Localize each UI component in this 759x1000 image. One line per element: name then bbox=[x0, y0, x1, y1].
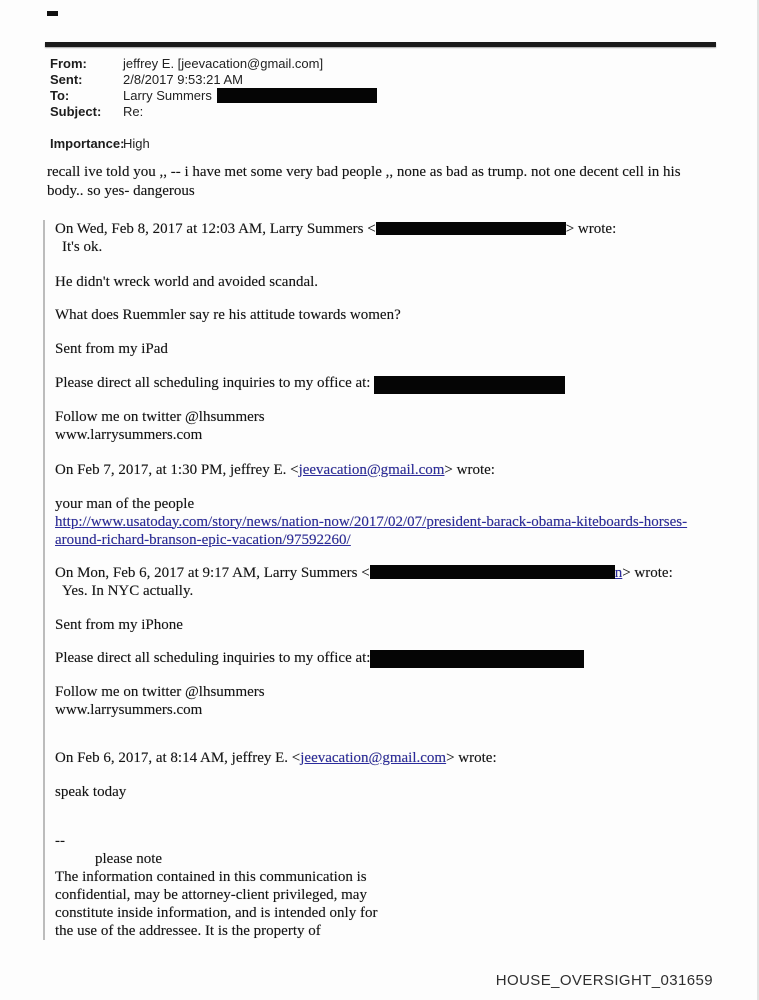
quote1-device-signature: Sent from my iPad bbox=[55, 341, 168, 357]
header-row-importance bbox=[50, 136, 377, 152]
quote3-attribution-suffix: > wrote: bbox=[622, 564, 673, 581]
header-row-sent bbox=[50, 72, 377, 88]
quote1-paragraph-2: What does Ruemmler say re his attitude towards women? bbox=[55, 307, 401, 323]
header-divider-bar bbox=[45, 42, 716, 47]
quote4-paragraph-1: speak today bbox=[55, 784, 127, 801]
to-value bbox=[123, 88, 377, 104]
importance-label: Importance: bbox=[50, 136, 125, 152]
bates-number: HOUSE_OVERSIGHT_031659 bbox=[495, 972, 713, 989]
redaction-box-to-address bbox=[217, 88, 377, 103]
quote1-attribution-prefix: On Wed, Feb 8, 2017 at 12:03 AM, Larry Summers < bbox=[55, 221, 376, 237]
quote3-address-tail: n bbox=[614, 564, 623, 581]
to-label: To: bbox=[50, 88, 70, 103]
quote2-paragraph-1: your man of the people bbox=[55, 495, 195, 512]
sent-label: Sent: bbox=[50, 72, 83, 87]
scan-artifact-mark bbox=[47, 11, 58, 16]
message-line-1: recall ive told you ,, -- i have met some very bad people ,, none as bad as trump. not one decent cell in his bbox=[47, 164, 681, 180]
header-row-to bbox=[50, 88, 377, 104]
quote3-attribution-prefix: On Mon, Feb 6, 2017 at 9:17 AM, Larry Summers < bbox=[55, 564, 370, 581]
redaction-box-quote1-address bbox=[376, 222, 566, 235]
quote3-scheduling-line bbox=[55, 649, 719, 668]
subject-value: Re: bbox=[123, 104, 144, 120]
quote4-attribution-suffix: > wrote: bbox=[446, 750, 497, 767]
header-row-from bbox=[50, 56, 377, 72]
quote3-reply-line: Yes. In NYC actually. bbox=[62, 582, 194, 599]
quote2-attribution-prefix: On Feb 7, 2017, at 1:30 PM, jeffrey E. < bbox=[55, 461, 299, 478]
article-hyperlink[interactable] bbox=[55, 513, 719, 549]
quote2-sender-email-link[interactable]: jeevacation@gmail.com bbox=[298, 461, 445, 478]
quote4-attribution-prefix: On Feb 6, 2017, at 8:14 AM, jeffrey E. < bbox=[55, 750, 301, 767]
sent-value: 2/8/2017 9:53:21 AM bbox=[123, 72, 243, 87]
quote3-attribution-line bbox=[55, 564, 719, 582]
to-recipient-name: Larry Summers bbox=[123, 88, 212, 103]
email-header-block bbox=[50, 56, 377, 152]
redaction-box-scheduling-1 bbox=[374, 376, 565, 394]
quote1-scheduling-line bbox=[55, 374, 719, 393]
disclaimer-line-1: The information contained in this communication is bbox=[55, 869, 367, 886]
quote3-website-line: www.larrysummers.com bbox=[55, 702, 203, 719]
subject-label: Subject: bbox=[50, 104, 102, 120]
signature-separator: -- bbox=[55, 833, 65, 850]
disclaimer-line-3: constitute inside information, and is intended only for bbox=[55, 905, 378, 922]
quote3-twitter-line: Follow me on twitter @lhsummers bbox=[55, 684, 265, 701]
email-body bbox=[47, 163, 719, 940]
from-value: jeffrey E. [jeevacation@gmail.com] bbox=[123, 56, 324, 71]
redaction-box-scheduling-2 bbox=[370, 650, 584, 668]
quote1-paragraph-1: He didn't wreck world and avoided scandal. bbox=[55, 274, 319, 290]
quote2-attribution-suffix: > wrote: bbox=[444, 461, 495, 478]
quote4-sender-email-link[interactable]: jeevacation@gmail.com bbox=[300, 750, 447, 767]
quote1-attribution-suffix: > wrote: bbox=[565, 221, 617, 237]
confidentiality-disclaimer bbox=[55, 850, 415, 940]
quote1-website-line: www.larrysummers.com bbox=[55, 426, 203, 443]
disclaimer-note-line: please note bbox=[95, 851, 163, 868]
quote4-attribution-line bbox=[55, 749, 719, 767]
quote1-twitter-line: Follow me on twitter @lhsummers bbox=[55, 408, 265, 425]
redaction-box-quote3-address bbox=[370, 565, 615, 579]
quote1-reply-line: It's ok. bbox=[62, 239, 103, 255]
quote1-attribution-line bbox=[55, 220, 719, 238]
message-paragraph bbox=[47, 163, 719, 201]
importance-value: High bbox=[123, 136, 150, 152]
quote3-scheduling-prefix: Please direct all scheduling inquiries to my office at: bbox=[55, 649, 371, 666]
quote2-attribution-line bbox=[55, 461, 719, 479]
disclaimer-line-2: confidential, may be attorney-client privileged, may bbox=[55, 887, 367, 904]
disclaimer-line-4: the use of the addressee. It is the property of bbox=[55, 923, 321, 940]
article-link-line-1[interactable]: http://www.usatoday.com/story/news/nation-now/2017/02/07/president-barack-obama-kiteboards-horses- bbox=[55, 513, 688, 530]
quote1-scheduling-prefix: Please direct all scheduling inquiries to my office at: bbox=[55, 375, 375, 391]
from-label: From: bbox=[50, 56, 87, 71]
article-link-line-2[interactable]: around-richard-branson-epic-vacation/97592260/ bbox=[55, 531, 351, 548]
header-row-subject bbox=[50, 104, 377, 120]
quoted-thread-block bbox=[43, 220, 719, 940]
quote3-device-signature: Sent from my iPhone bbox=[55, 616, 183, 633]
message-line-2: body.. so yes- dangerous bbox=[47, 183, 195, 199]
